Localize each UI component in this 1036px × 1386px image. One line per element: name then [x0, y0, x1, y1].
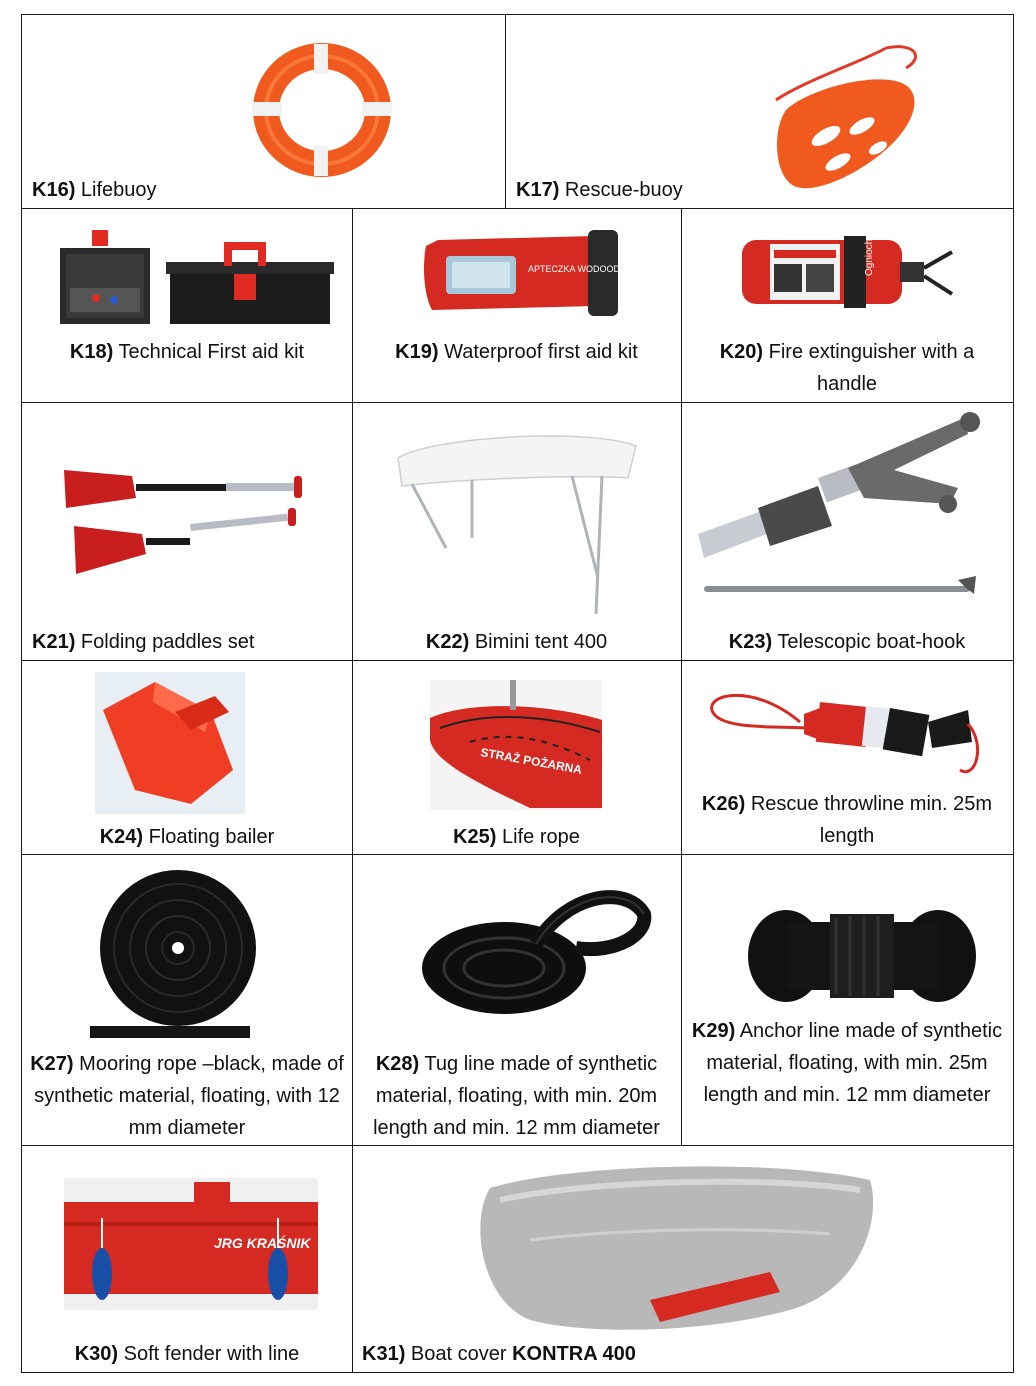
boat-hook-icon	[698, 408, 986, 610]
throwline-bag-icon	[710, 684, 986, 780]
item-caption: K27) Mooring rope –black, made of synthetic material, floating, with 12 mm diameter	[30, 1053, 344, 1139]
item-caption: K17) Rescue-buoy	[516, 179, 683, 201]
grid-line	[21, 402, 1014, 403]
item-caption: K29) Anchor line made of synthetic material, floating, with min. 25m length and min. 12 mm diameter	[691, 1020, 1003, 1106]
item-caption: K18) Technical First aid kit	[69, 341, 305, 363]
svg-text:APTECZKA WODOODPORNA: APTECZKA WODOODPORNA	[528, 264, 653, 274]
grid-line	[21, 14, 1014, 15]
item-caption: K22) Bimini tent 400	[425, 631, 608, 653]
fender-icon	[64, 1178, 318, 1310]
bimini-tent-icon	[392, 428, 642, 620]
item-caption: K31) Boat cover KONTRA 400	[362, 1343, 636, 1365]
grid-line	[21, 660, 1014, 661]
rope-coil-icon	[86, 866, 268, 1042]
bailer-icon	[95, 672, 245, 814]
waterproof-bag-icon	[418, 226, 653, 318]
svg-text:Ogniochron: Ogniochron	[864, 224, 875, 276]
grid-line	[1013, 14, 1014, 1373]
lifebuoy-icon	[248, 40, 396, 180]
item-caption: K28) Tug line made of synthetic material, floating, with min. 20m length and min. 12 mm diameter	[373, 1053, 660, 1139]
item-caption: K25) Life rope	[453, 826, 580, 848]
grid-line	[352, 208, 353, 1373]
paddles-icon	[62, 462, 312, 578]
rope-hank-icon	[746, 904, 978, 1008]
fire-extinguisher-icon	[740, 224, 960, 312]
rescue-buoy-icon	[766, 40, 926, 196]
rope-bundle-icon	[416, 884, 648, 1024]
grid-line	[21, 208, 1014, 209]
life-rope-boat-icon	[430, 680, 602, 810]
item-caption: K24) Floating bailer	[99, 826, 275, 848]
item-caption: K21) Folding paddles set	[32, 631, 255, 653]
item-caption: K20) Fire extinguisher with a handle	[719, 341, 975, 395]
grid-line	[21, 14, 22, 1373]
grid-line	[21, 854, 1014, 855]
item-caption: K19) Waterproof first aid kit	[395, 341, 638, 363]
svg-text:STRAŻ POŻARNA: STRAŻ POŻARNA	[479, 745, 584, 777]
toolbox-icon	[56, 228, 332, 328]
svg-text:JRG KRAŚNIK: JRG KRAŚNIK	[214, 1235, 311, 1251]
item-caption: K16) Lifebuoy	[32, 179, 157, 201]
grid-line	[21, 1145, 1014, 1146]
item-caption: K26) Rescue throwline min. 25m length	[701, 793, 993, 847]
item-caption: K23) Telescopic boat-hook	[728, 631, 966, 653]
grid-line	[681, 208, 682, 1146]
grid-line	[505, 14, 506, 209]
grid-line	[21, 1372, 1014, 1373]
boat-cover-icon	[470, 1160, 884, 1336]
item-caption: K30) Soft fender with line	[74, 1343, 300, 1365]
